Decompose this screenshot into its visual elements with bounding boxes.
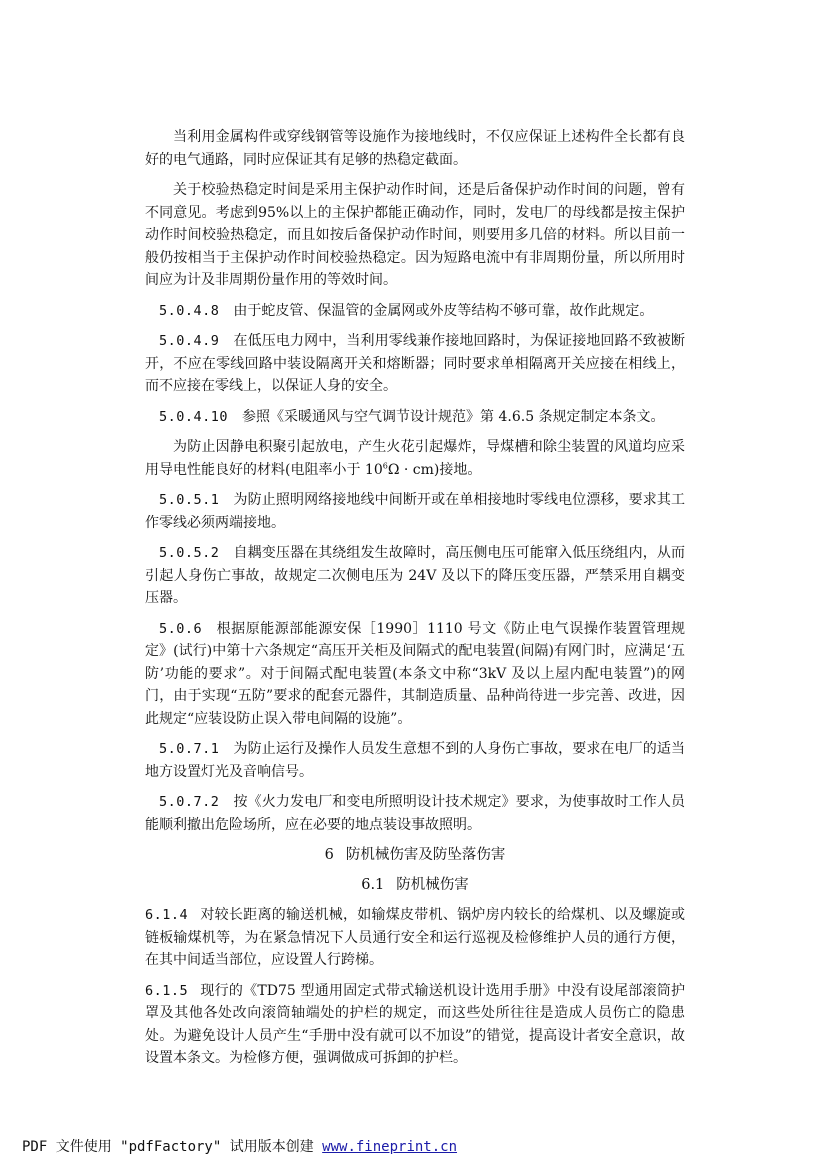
section-heading-6-1 xyxy=(145,874,685,896)
clause-number: 5.0.7.1 xyxy=(159,741,220,757)
chapter-title: 防机械伤害及防坠落伤害 xyxy=(345,847,506,863)
clause-5-0-5-1 xyxy=(145,489,685,534)
paragraph-thermal-stability: 关于校验热稳定时间是采用主保护动作时间，还是后备保护动作时间的问题，曾有不同意见。考虑到95%以上的主保护都能正确动作，同时，发电厂的母线都是按主保护动作时间校验热稳定，而且如按后备保护动作时间，则要用多几倍的材料。所以目前一般仍按相当于主保护动作时间校验热稳定。因为短路电流中有非周期份量，所以所用时间应为计及非周期份量作用的等效时间。 xyxy=(145,182,685,288)
clause-number: 5.0.6 xyxy=(159,620,203,637)
clause-text: 由于蛇皮管、保温管的金属网或外皮等结构不够可靠，故作此规定。 xyxy=(233,302,654,319)
clause-number: 6.1.5 xyxy=(145,982,189,999)
clause-6-1-5 xyxy=(145,980,685,1070)
chapter-heading-6 xyxy=(145,844,685,866)
clause-text: 参照《采暖通风与空气调节设计规范》第 4.6.5 条规定制定本条文。 xyxy=(242,408,665,425)
clause-6-1-4 xyxy=(145,904,685,972)
clause-number: 5.0.4.8 xyxy=(159,302,220,319)
chapter-number: 6 xyxy=(324,847,334,863)
clause-text: 为防止照明网络接地线中间断开或在单相接地时零线电位漂移，要求其工作零线必须两端接地。 xyxy=(145,492,685,531)
paragraph-static-electricity xyxy=(145,436,685,481)
clause-5-0-7-1 xyxy=(145,738,685,783)
clause-5-0-4-8 xyxy=(145,300,685,323)
section-title: 防机械伤害 xyxy=(396,877,469,893)
clause-5-0-7-2 xyxy=(145,791,685,836)
clause-number: 6.1.4 xyxy=(145,907,189,923)
pdf-footer xyxy=(22,1136,457,1156)
static-text-before: 为防止因静电积聚引起放电，产生火花引起爆炸，导煤槽和除尘装置的风道均应采用导电性能良好的材料(电阻率小于 10 xyxy=(145,439,685,478)
clause-number: 5.0.5.2 xyxy=(159,545,220,561)
clause-5-0-6 xyxy=(145,618,685,731)
static-text-after: Ω · cm)接地。 xyxy=(387,461,482,478)
section-number: 6.1 xyxy=(361,877,385,893)
clause-5-0-5-2 xyxy=(145,542,685,610)
clause-5-0-4-9 xyxy=(145,330,685,398)
clause-number: 5.0.4.9 xyxy=(159,333,220,349)
clause-text: 对较长距离的输送机械，如输煤皮带机、锅炉房内较长的给煤机、以及螺旋或链板输煤机等，为在紧急情况下人员通行安全和运行巡视及检修维护人员的通行方便，在其中间适当部位，应设置人行跨梯。 xyxy=(145,907,685,968)
clause-text: 在低压电力网中，当利用零线兼作接地回路时，为保证接地回路不致被断开，不应在零线回路中装设隔离开关和熔断器；同时要求单相隔离开关应接在相线上，而不应接在零线上，以保证人身的安全。 xyxy=(145,333,685,394)
clause-text: 自耦变压器在其绕组发生故障时，高压侧电压可能窜入低压绕组内，从而引起人身伤亡事故，故规定二次侧电压为 24V 及以下的降压变压器，严禁采用自耦变压器。 xyxy=(145,545,685,606)
clause-text: 现行的《TD75 型通用固定式带式输送机设计选用手册》中没有设尾部滚筒护罩及其他各处改向滚筒轴端处的护栏的规定，而这些处所往往是造成人员伤亡的隐患处。为避免设计人员产生“手册中没有就可以不加设”的错觉，提高设计者安全意识，故设置本条文。为检修方便，强调做成可拆卸的护栏。 xyxy=(145,982,685,1066)
clause-number: 5.0.7.2 xyxy=(159,794,220,810)
clause-number: 5.0.4.10 xyxy=(159,408,229,425)
clause-5-0-4-10 xyxy=(145,406,685,429)
footer-text: PDF 文件使用 "pdfFactory" 试用版本创建 xyxy=(22,1139,314,1155)
document-body xyxy=(145,126,685,1078)
exponent: 6 xyxy=(382,460,388,470)
clause-text: 按《火力发电厂和变电所照明设计技术规定》要求，为使事故时工作人员能顺利撤出危险场所，应在必要的地点装设事故照明。 xyxy=(145,794,685,833)
clause-text: 为防止运行及操作人员发生意想不到的人身伤亡事故，要求在电厂的适当地方设置灯光及音响信号。 xyxy=(145,741,685,780)
clause-text: 根据原能源部能源安保［1990］1110 号文《防止电气误操作装置管理规定》(试行)中第十六条规定“高压开关柜及间隔式的配电装置(间隔)有网门时，应满足‘五防’功能的要求”。对于间隔式配电装置(本条文中称“3kV 及以上屋内配电装置”)的网门，由于实现“五防”要求的配套元器件，其制造质量、品种尚待进一步完善、改进，因此规定“应装设防止误入带电间隔的设施”。 xyxy=(145,620,685,727)
clause-number: 5.0.5.1 xyxy=(159,492,220,508)
paragraph-grounding-conductor: 当利用金属构件或穿线钢管等设施作为接地线时，不仅应保证上述构件全长都有良好的电气通路，同时应保证其有足够的热稳定截面。 xyxy=(145,129,685,168)
footer-link[interactable]: www.fineprint.cn xyxy=(322,1139,458,1155)
